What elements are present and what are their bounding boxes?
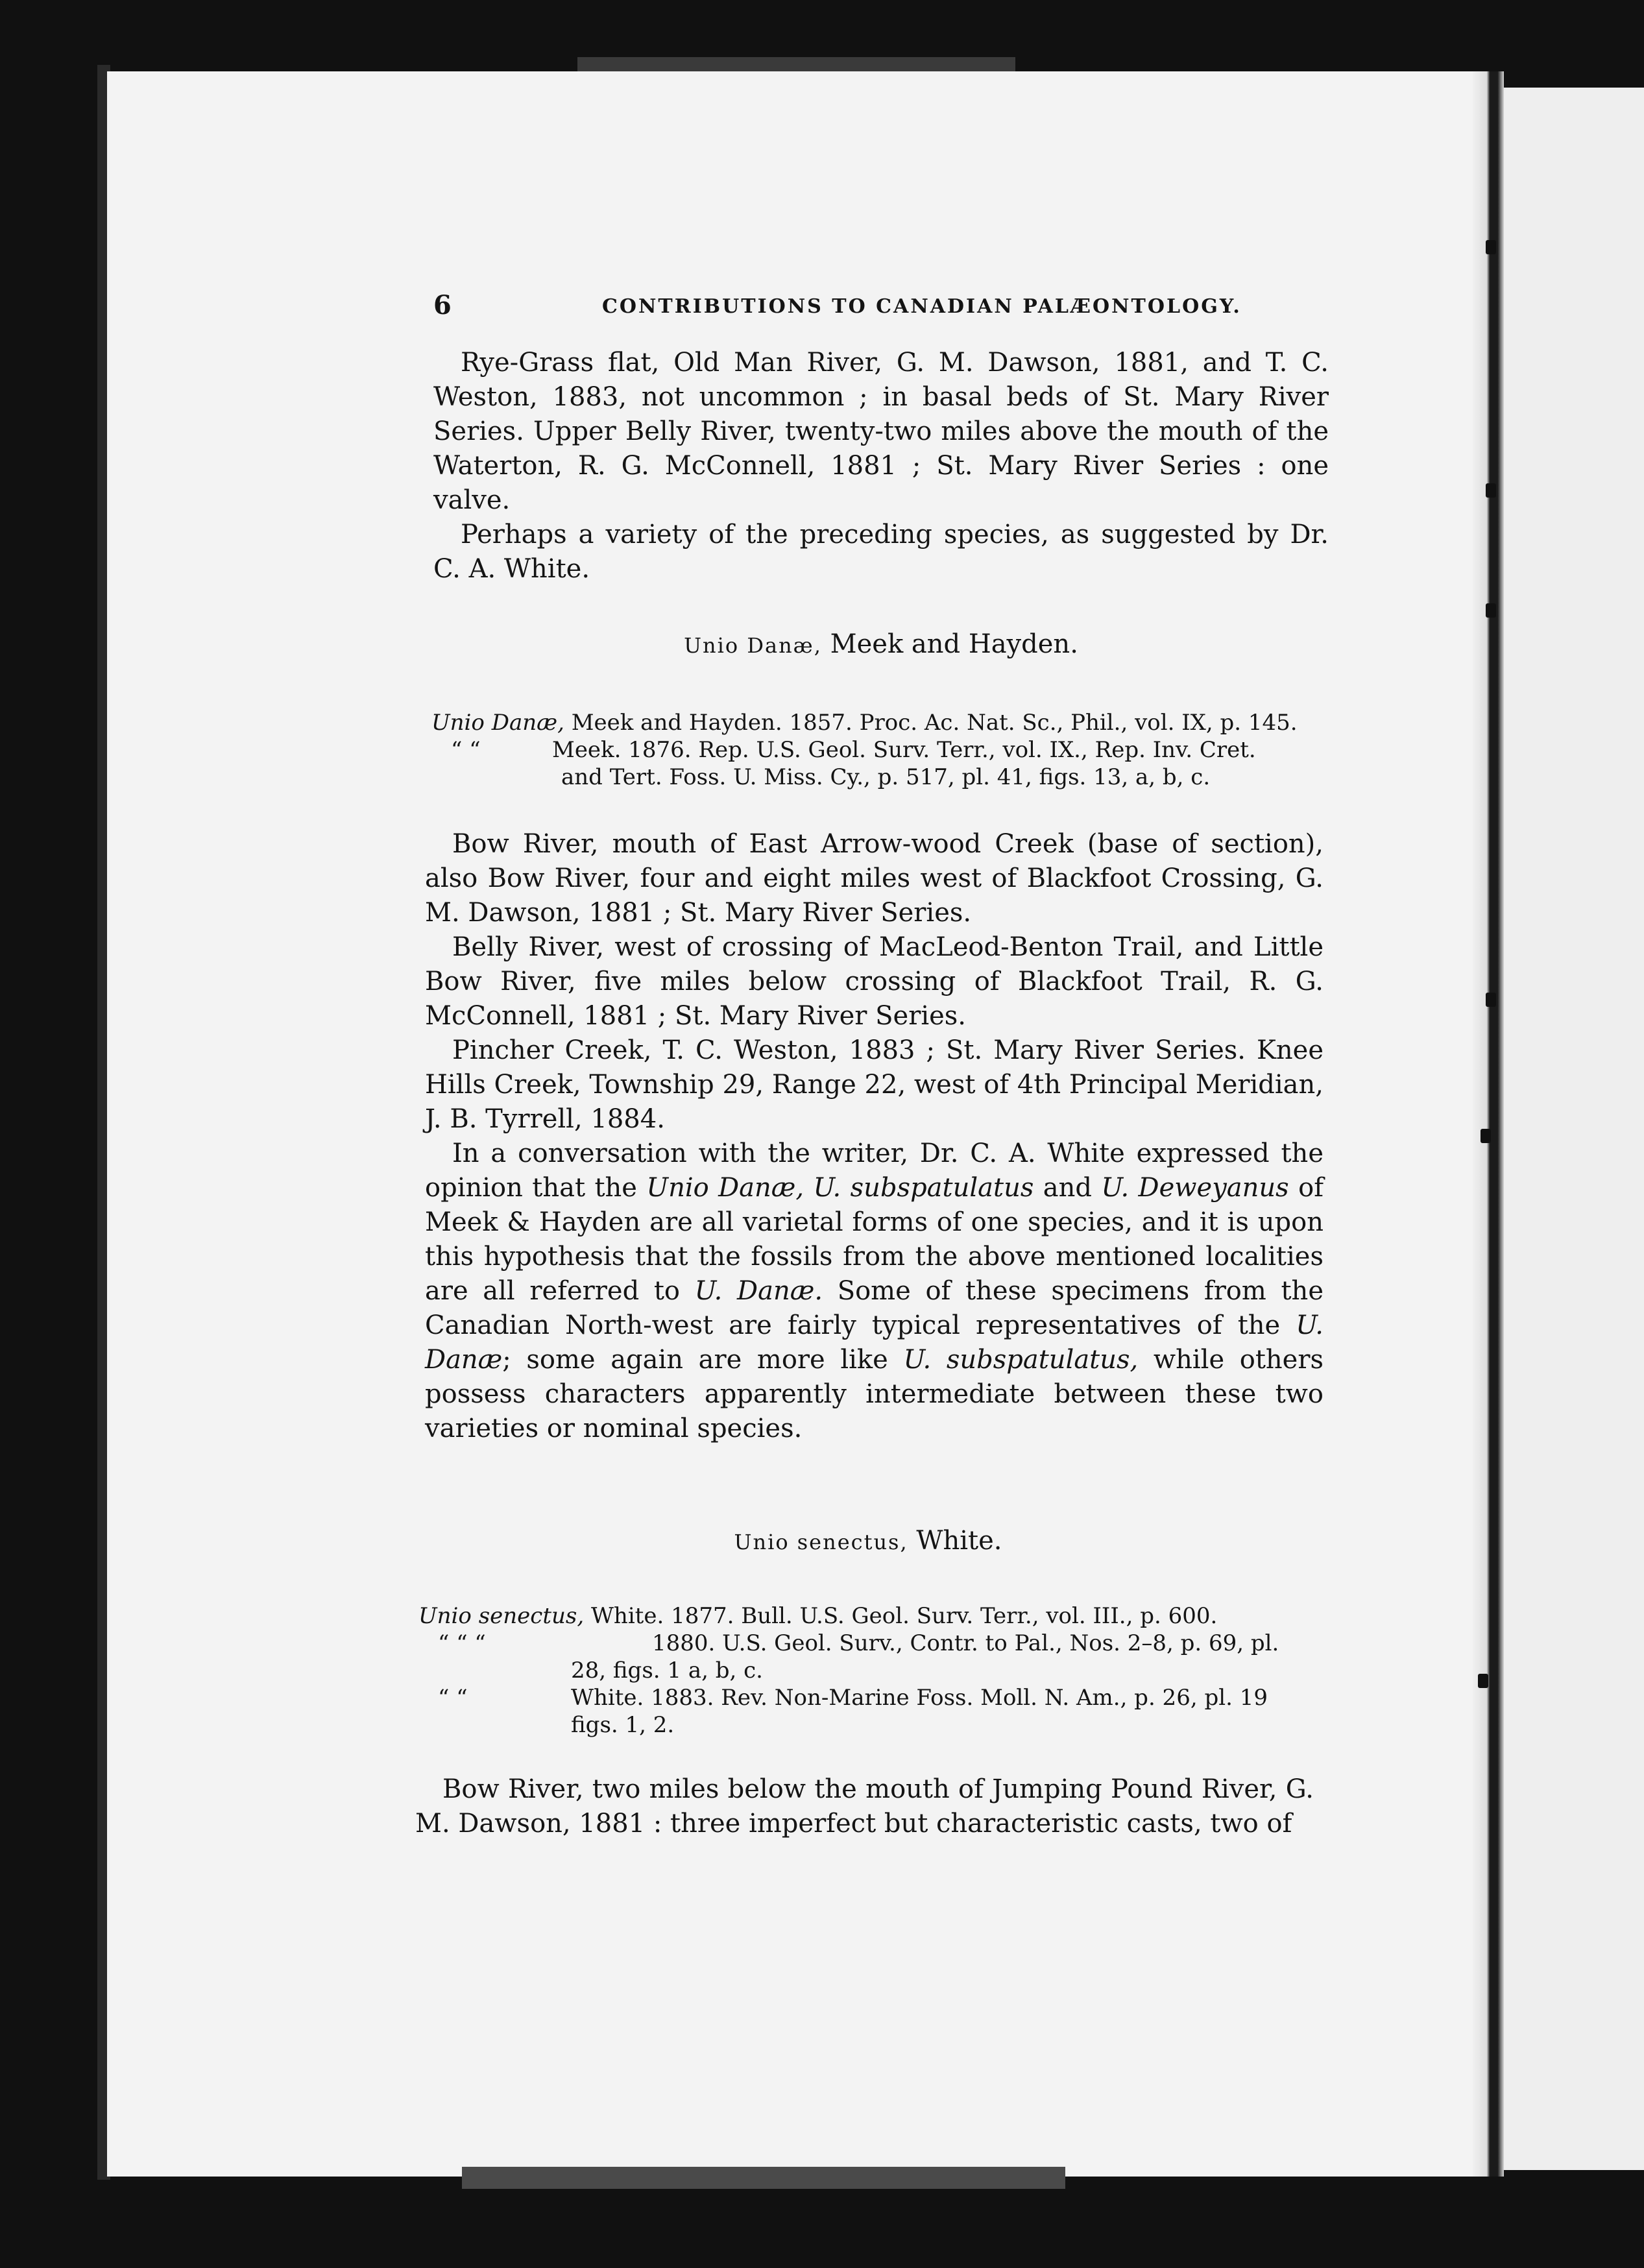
binding-thread-mark [1486,603,1496,618]
synonymy-citation: White. 1883. Rev. Non-Marine Foss. Moll. N. Am., p. 26, pl. 19 [571,1685,1268,1711]
taxon-name: Unio Danæ, U. subspatulatus [646,1173,1034,1203]
discussion-paragraph [425,1137,1324,1446]
synonymy-name: Unio senectus, [418,1603,585,1629]
synonymy-entry [431,709,1333,736]
species-name: Unio senectus, [734,1530,908,1554]
synonymy-citation: 1880. U.S. Geol. Surv., Contr. to Pal., Nos. 2–8, p. 69, pl. [652,1630,1279,1656]
species-author: White. [908,1526,1002,1556]
synonymy-entry [418,1657,1324,1684]
synonymy-entry [431,764,1333,791]
section-heading-unio-senectus [420,1526,1316,1556]
locality-paragraph: Bow River, mouth of East Arrow-wood Creek (base of section), also Bow River, four and eight miles west of Blackfoot Crossing, G. M. Dawson, 1881 ; St. Mary River Series. [425,829,1324,928]
discussion-text: while others possess characters apparently intermediate between these two varieties or nominal species. [425,1345,1324,1443]
section-body-unio-senectus [415,1772,1314,1841]
synonymy-entry [418,1630,1324,1657]
intro-paragraph-2: Perhaps a variety of the preceding species, as suggested by Dr. C. A. White. [433,520,1329,584]
locality-paragraph: Bow River, two miles below the mouth of Jumping Pound River, G. M. Dawson, 1881 : three imperfect but characteristic casts, two of [415,1774,1314,1839]
book-edge-bottom [462,2167,1065,2189]
locality-paragraph: Pincher Creek, T. C. Weston, 1883 ; St. Mary River Series. Knee Hills Creek, Township 29, Range 22, west of 4th Principal Meridian, J. B. Tyrrell, 1884. [425,1035,1324,1134]
synonymy-citation: 28, figs. 1 a, b, c. [571,1658,763,1683]
taxon-name: U. Deweyanus [1101,1173,1289,1203]
ditto-marks: “ “ [438,1685,468,1711]
binding-thread-mark [1481,1129,1491,1143]
species-author: Meek and Hayden. [821,629,1078,659]
binding-thread-mark [1486,993,1496,1007]
taxon-name: U. Danæ [425,1310,1324,1375]
synonymy-citation: and Tert. Foss. U. Miss. Cy., p. 517, pl. 41, figs. 13, a, b, c. [561,764,1211,790]
taxon-name: U. Danæ. [694,1276,823,1306]
locality-paragraph: Belly River, west of crossing of MacLeod-Benton Trail, and Little Bow River, five miles below crossing of Blackfoot Trail, R. G. McConnell, 1881 ; St. Mary River Series. [425,932,1324,1031]
binding-thread-mark [1486,483,1496,498]
synonymy-entry [418,1711,1324,1739]
species-name: Unio Danæ, [684,633,822,658]
section-body-unio-danae [425,827,1324,1446]
synonymy-citation: Meek and Hayden. 1857. Proc. Ac. Nat. Sc., Phil., vol. IX, p. 145. [571,710,1298,736]
intro-paragraph-1: Rye-Grass flat, Old Man River, G. M. Dawson, 1881, and T. C. Weston, 1883, not uncommon ; in basal beds of St. Mary River Series. Upper Belly River, twenty-two miles above the mouth of the Waterton, R. G. McConnell, 1881 ; St. Mary River Series : one valve. [433,348,1329,515]
synonymy-name: Unio Danæ, [431,710,564,736]
ditto-marks: “ “ “ [438,1630,486,1656]
synonymy-citation: Meek. 1876. Rep. U.S. Geol. Surv. Terr., vol. IX., Rep. Inv. Cret. [552,737,1256,763]
taxon-name: U. subspatulatus, [903,1345,1139,1375]
synonymy-list-unio-senectus [418,1602,1324,1739]
section-heading-unio-danae [433,629,1329,659]
discussion-text: ; some again are more like [502,1345,904,1375]
synonymy-entry [418,1602,1324,1630]
discussion-text: of Meek & Hayden are all varietal forms of one species, and it is upon this hypothesis that the fossils from the above mentioned localities are all referred to [425,1173,1324,1306]
page-number: 6 [433,290,452,320]
running-title: CONTRIBUTIONS TO CANADIAN PALÆONTOLOGY. [602,295,1242,318]
binding-gutter [1473,71,1504,2177]
synonymy-citation: figs. 1, 2. [571,1712,675,1738]
discussion-text: Some of these specimens from the Canadian North-west are fairly typical representatives of the [425,1276,1324,1340]
binding-thread-mark [1486,240,1496,254]
synonymy-entry [418,1684,1324,1711]
synonymy-citation: White. 1877. Bull. U.S. Geol. Surv. Terr., vol. III., p. 600. [590,1603,1218,1629]
discussion-text: In a conversation with the writer, Dr. C. A. White expressed the opinion that the [425,1139,1324,1203]
binding-thread-mark [1478,1674,1488,1688]
synonymy-list-unio-danae [431,709,1333,791]
discussion-text: and [1034,1173,1102,1203]
intro-text [433,346,1329,586]
ditto-marks: “ “ [451,737,481,763]
synonymy-entry [431,736,1333,764]
facing-page-edge [1504,88,1644,2170]
